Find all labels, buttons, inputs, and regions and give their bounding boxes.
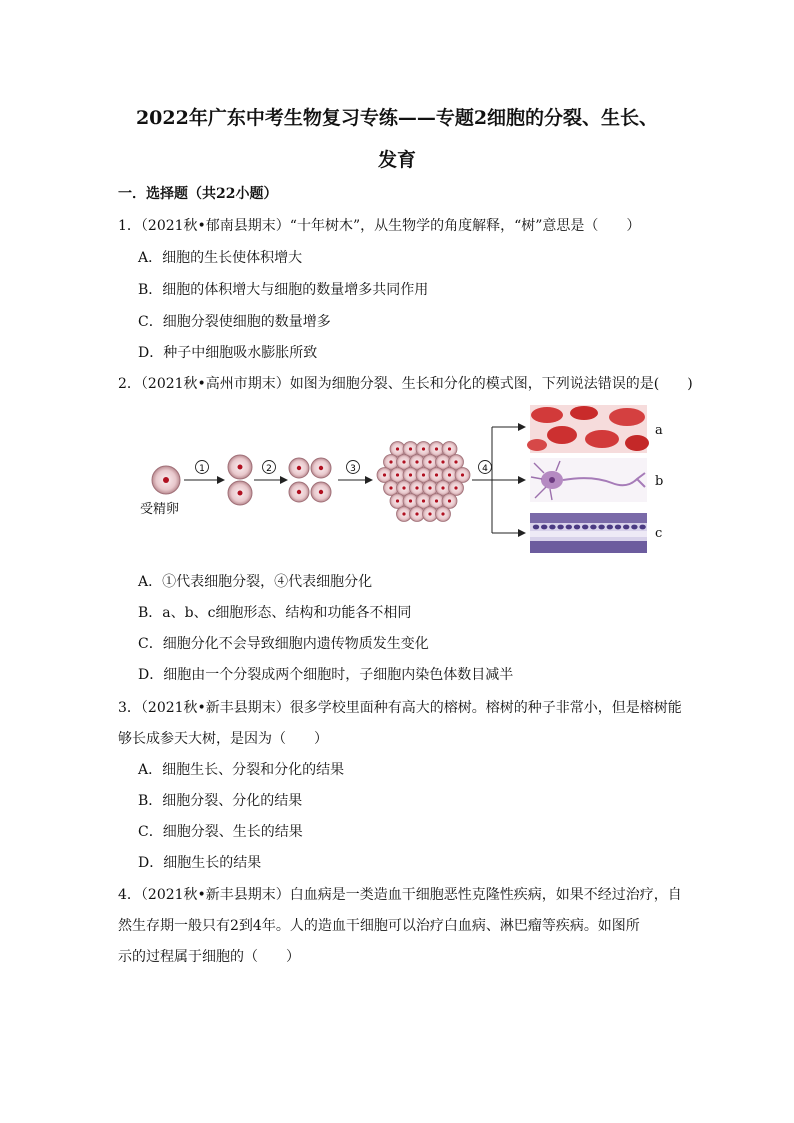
svg-text:2: 2 <box>266 464 272 474</box>
epithelial-nucleus <box>566 525 572 530</box>
question-3-option-c: C．细胞分裂、生长的结果 <box>138 824 303 840</box>
epithelial-nucleus <box>639 525 645 530</box>
mass-cell-nucleus <box>454 486 457 489</box>
mass-cell-nucleus <box>435 473 438 476</box>
mass-cell-nucleus <box>396 473 399 476</box>
epithelial-nucleus <box>623 525 629 530</box>
red-blood-cell-panel <box>527 405 649 453</box>
question-1-option-b: B．细胞的体积增大与细胞的数量增多共同作用 <box>138 282 429 298</box>
question-1-stem: 1．（2021秋•郁南县期末）“十年树木”，从生物学的角度解释，“树”意思是（ ） <box>118 218 641 234</box>
mass-cell-nucleus <box>461 473 464 476</box>
mass-cell-nucleus <box>402 486 405 489</box>
step-marker-3 <box>347 461 360 475</box>
question-4-stem-line-2: 然生存期一般只有2到4年。人的造血干细胞可以治疗白血病、淋巴瘤等疾病。如图所 <box>118 918 640 934</box>
cell-diagram-svg <box>132 403 692 558</box>
mass-cell-nucleus <box>448 499 451 502</box>
mass-cell-nucleus <box>409 447 412 450</box>
question-2-option-c: C．细胞分化不会导致细胞内遗传物质发生变化 <box>138 636 429 652</box>
mass-cell-nucleus <box>402 512 405 515</box>
epithelial-nucleus <box>582 525 588 530</box>
question-1-option-d: D．种子中细胞吸水膨胀所致 <box>138 345 318 361</box>
four-cell-stage <box>289 458 331 502</box>
mass-cell-nucleus <box>409 499 412 502</box>
fertilized-egg-cell <box>152 466 180 494</box>
fertilized-egg-label: 受精卵 <box>140 502 180 517</box>
question-1-option-a: A．细胞的生长使体积增大 <box>138 250 303 266</box>
mass-cell-nucleus <box>422 447 425 450</box>
question-4-stem-line-1: 4．（2021秋•新丰县期末）白血病是一类造血干细胞恶性克隆性疾病，如果不经过治疗，自 <box>118 887 682 903</box>
mass-cell-nucleus <box>415 486 418 489</box>
neuron-panel <box>530 458 647 502</box>
question-4-stem-line-3: 示的过程属于细胞的（ ） <box>118 949 300 965</box>
label-a: a <box>655 423 663 438</box>
epithelial-nucleus <box>631 525 637 530</box>
epithelial-nucleus <box>598 525 604 530</box>
question-2-stem: 2．（2021秋•高州市期末）如图为细胞分裂、生长和分化的模式图，下列说法错误的是( ) <box>118 376 693 392</box>
mass-cell-nucleus <box>448 447 451 450</box>
mass-cell-nucleus <box>454 460 457 463</box>
step-marker-4 <box>479 461 492 475</box>
mass-cell-nucleus <box>396 499 399 502</box>
question-2-option-d: D．细胞由一个分裂成两个细胞时，子细胞内染色体数目减半 <box>138 667 514 683</box>
mass-cell-nucleus <box>428 486 431 489</box>
step-marker-1 <box>196 461 209 475</box>
mass-cell-nucleus <box>383 473 386 476</box>
mass-cell-nucleus <box>409 473 412 476</box>
svg-text:3: 3 <box>350 464 356 474</box>
epithelial-nucleus <box>574 525 580 530</box>
mass-cell-nucleus <box>389 460 392 463</box>
mass-cell-nucleus <box>448 473 451 476</box>
mass-cell-nucleus <box>441 460 444 463</box>
question-3-option-d: D．细胞生长的结果 <box>138 855 262 871</box>
question-2-option-b: B．a、b、c细胞形态、结构和功能各不相同 <box>138 605 412 621</box>
two-cell-stage <box>228 455 252 505</box>
epithelial-nucleus <box>590 525 596 530</box>
mass-cell-nucleus <box>415 512 418 515</box>
svg-text:1: 1 <box>199 464 205 474</box>
mass-cell-nucleus <box>422 499 425 502</box>
question-3-stem-line-1: 3．（2021秋•新丰县期末）很多学校里面种有高大的榕树。榕树的种子非常小，但是榕树能 <box>118 700 682 716</box>
step-marker-2 <box>263 461 276 475</box>
mass-cell-nucleus <box>402 460 405 463</box>
cell-mass <box>377 442 470 522</box>
epithelial-nucleus <box>533 525 539 530</box>
mass-cell-nucleus <box>428 460 431 463</box>
epithelial-nucleus <box>607 525 613 530</box>
label-b: b <box>655 474 664 489</box>
mass-cell-nucleus <box>441 512 444 515</box>
svg-text:4: 4 <box>482 464 488 474</box>
mass-cell-nucleus <box>435 499 438 502</box>
epithelial-nucleus <box>615 525 621 530</box>
mass-cell-nucleus <box>415 460 418 463</box>
question-2-option-a: A．①代表细胞分裂，④代表细胞分化 <box>138 574 373 590</box>
epithelial-nucleus <box>549 525 555 530</box>
mass-cell-nucleus <box>428 512 431 515</box>
document-title-line-2: 发育 <box>377 149 416 171</box>
mass-cell-nucleus <box>396 447 399 450</box>
label-c: c <box>655 526 663 541</box>
mass-cell-nucleus <box>389 486 392 489</box>
section-heading: 一．选择题（共22小题） <box>118 186 278 202</box>
mass-cell-nucleus <box>441 486 444 489</box>
question-3-option-a: A．细胞生长、分裂和分化的结果 <box>138 762 345 778</box>
cell-division-figure <box>132 403 692 558</box>
question-3-option-b: B．细胞分裂、分化的结果 <box>138 793 303 809</box>
epithelial-nucleus <box>541 525 547 530</box>
question-1-option-c: C．细胞分裂使细胞的数量增多 <box>138 314 331 330</box>
document-title-line-1: 2022年广东中考生物复习专练——专题2细胞的分裂、生长、 <box>135 107 659 129</box>
epithelial-tissue-panel <box>530 513 647 553</box>
mass-cell-nucleus <box>422 473 425 476</box>
question-3-stem-line-2: 够长成参天大树，是因为（ ） <box>118 731 328 747</box>
mass-cell-nucleus <box>435 447 438 450</box>
epithelial-nucleus <box>557 525 563 530</box>
